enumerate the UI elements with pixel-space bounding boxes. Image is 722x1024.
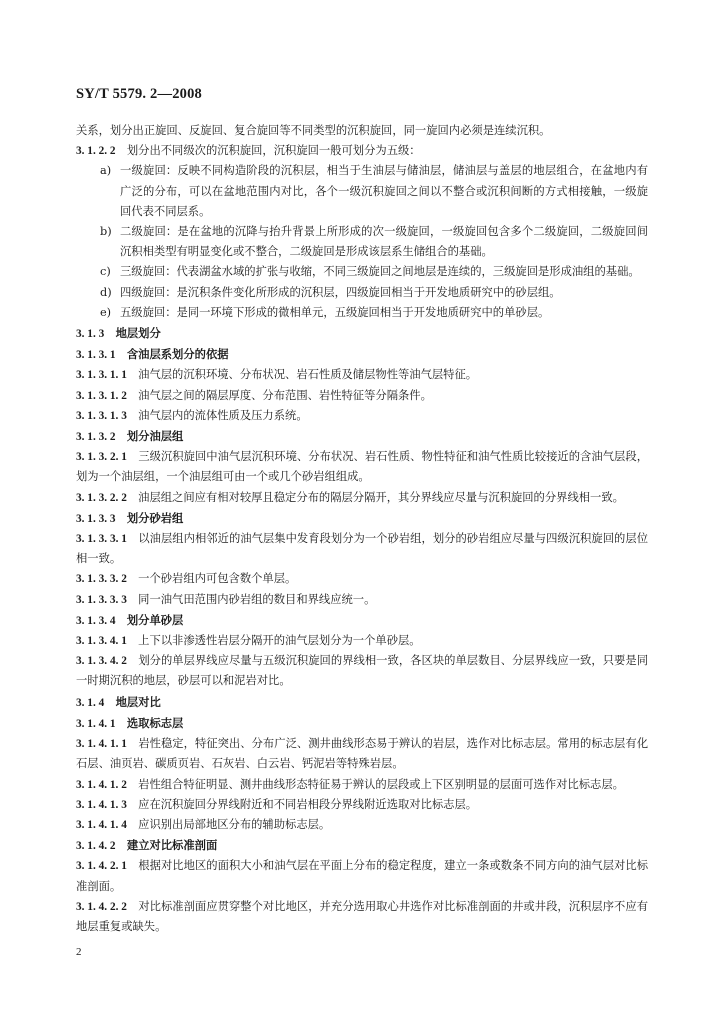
section-heading-3-1-3 [76, 323, 648, 344]
clause-text: 根据对比地区的面积大小和油气层在平面上分布的稳定程度，建立一条或数条不同方向的油气层对比标准剖面。 [76, 859, 648, 893]
list-item-label: d) [100, 285, 112, 299]
list-item-label: b) [100, 225, 112, 239]
clause-3-1-4-1-4 [76, 815, 648, 835]
section-title: 划分单砂层 [126, 612, 184, 627]
section-title: 选取标志层 [126, 715, 184, 730]
list-item [100, 283, 648, 303]
section-title: 建立对比标准剖面 [126, 838, 218, 853]
clause-3-1-3-3-1 [76, 529, 648, 569]
section-heading-3-1-4-1 [76, 713, 648, 734]
clause-number: 3. 1. 3. 1. 1 [76, 369, 127, 382]
section-heading-3-1-3-3 [76, 508, 648, 529]
clause-text: 油层组之间应有相对较厚且稳定分布的隔层分隔开，其分界线应尽量与沉积旋回的分界线相一致。 [138, 490, 624, 504]
clause-number: 3. 1. 4. 2. 2 [76, 900, 127, 913]
clause-text: 油气层内的流体性质及压力系统。 [138, 408, 308, 422]
section-number: 3. 1. 3. 1 [76, 349, 116, 362]
clause-3-1-3-4-2 [76, 651, 648, 691]
clause-number: 3. 1. 4. 1. 3 [76, 798, 127, 811]
clause-text: 一个砂岩组内可包含数个单层。 [138, 572, 297, 586]
clause-3-1-3-3-3 [76, 590, 648, 610]
clause-3-1-4-1-2 [76, 775, 648, 795]
clause-3-1-3-2-2 [76, 488, 648, 508]
clause-number: 3. 1. 3. 3. 3 [76, 593, 127, 606]
section-number: 3. 1. 4 [76, 696, 105, 709]
clause-number: 3. 1. 4. 1. 2 [76, 778, 127, 791]
page-number: 2 [76, 946, 82, 958]
list-item-text: 五级旋回：是同一环境下形成的微相单元，五级旋回相当于开发地质研究中的单砂层。 [120, 305, 550, 319]
list-item-text: 三级旋回：代表湖盆水域的扩张与收缩，不同三级旋回之间地层是连续的，三级旋回是形成油组的基础。 [120, 265, 640, 279]
section-number: 3. 1. 4. 1 [76, 717, 116, 730]
clause-number: 3. 1. 3. 1. 2 [76, 389, 127, 402]
section-title: 地层划分 [115, 326, 161, 341]
section-number: 3. 1. 3. 4 [76, 614, 116, 627]
clause-3-1-4-2-1 [76, 856, 648, 896]
section-title: 划分砂岩组 [126, 510, 184, 525]
clause-number: 3. 1. 3. 3. 1 [76, 533, 127, 546]
clause-number: 3. 1. 2. 2 [76, 145, 116, 158]
list-item [100, 222, 648, 262]
section-title: 含油层系划分的依据 [126, 347, 229, 362]
clause-3-1-3-4-1 [76, 631, 648, 651]
clause-text: 划分的单层界线应尽量与五级沉积旋回的界线相一致，各区块的单层数目、分层界线应一致，只要是同一时期沉积的地层，砂层可以和泥岩对比。 [76, 654, 648, 688]
clause-number: 3. 1. 3. 2. 1 [76, 451, 127, 464]
clause-text: 油气层的沉积环境、分布状况、岩石性质及储层物性等油气层特征。 [138, 368, 478, 382]
section-number: 3. 1. 3 [76, 328, 105, 341]
section-number: 3. 1. 3. 3 [76, 512, 116, 525]
clause-number: 3. 1. 3. 1. 3 [76, 409, 127, 422]
clause-text: 同一油气田范围内砂岩组的数目和界线应统一。 [138, 592, 376, 606]
clause-number: 3. 1. 4. 1. 1 [76, 738, 127, 751]
clause-number: 3. 1. 3. 4. 2 [76, 655, 127, 668]
clause-3-1-2-2 [76, 141, 648, 161]
clause-3-1-4-1-3 [76, 795, 648, 815]
document-body [76, 121, 648, 937]
clause-text: 岩性组合特征明显、测井曲线形态特征易于辨认的层段或上下区别明显的层面可选作对比标志层。 [138, 777, 624, 791]
intro-paragraph: 关系，划分出正旋回、反旋回、复合旋回等不同类型的沉积旋回，同一旋回内必须是连续沉积。 [76, 124, 551, 137]
clause-3-1-3-1-2 [76, 386, 648, 406]
list-item-label: c) [100, 265, 111, 279]
clause-text: 以油层组内相邻近的油气层集中发育段划分为一个砂岩组，划分的砂岩组应尽量与四级沉积旋回的层位相一致。 [76, 532, 648, 566]
clause-3-1-4-1-1 [76, 734, 648, 774]
section-heading-3-1-3-2 [76, 426, 648, 447]
section-title: 地层对比 [115, 694, 161, 709]
clause-text: 应在沉积旋回分界线附近和不同岩相段分界线附近选取对比标志层。 [138, 797, 478, 811]
clause-number: 3. 1. 3. 3. 2 [76, 573, 127, 586]
section-heading-3-1-3-1 [76, 344, 648, 365]
section-heading-3-1-3-4 [76, 610, 648, 631]
section-heading-3-1-4 [76, 692, 648, 713]
clause-3-1-3-1-1 [76, 365, 648, 385]
list-item-text: 一级旋回：反映不同构造阶段的沉积层，相当于生油层与储油层，储油层与盖层的地层组合，在盆地内有广泛的分布，可以在盆地范围内对比，各个一级沉积旋回之间以不整合或沉积间断的方式相接触，一级旋回代表不同层系。 [120, 164, 648, 218]
clause-3-1-3-1-3 [76, 406, 648, 426]
list-item [100, 303, 648, 323]
section-heading-3-1-4-2 [76, 835, 648, 856]
standard-code: SY/T 5579. 2—2008 [76, 86, 202, 102]
clause-number: 3. 1. 4. 2. 1 [76, 860, 127, 873]
list-item [100, 262, 648, 282]
section-number: 3. 1. 4. 2 [76, 840, 116, 853]
list-item-label: a) [100, 164, 112, 178]
list-item-label: e) [100, 305, 112, 319]
clause-text: 上下以非渗透性岩层分隔开的油气层划分为一个单砂层。 [138, 634, 421, 648]
clause-text: 油气层之间的隔层厚度、分布范围、岩性特征等分隔条件。 [138, 388, 432, 402]
clause-3-1-3-3-2 [76, 569, 648, 589]
clause-number: 3. 1. 3. 4. 1 [76, 635, 127, 648]
clause-number: 3. 1. 4. 1. 4 [76, 818, 127, 831]
list-item [100, 161, 648, 222]
section-title: 划分油层组 [126, 429, 184, 444]
list-item-text: 二级旋回：是在盆地的沉降与抬升背景上所形成的次一级旋回，一级旋回包含多个二级旋回，二级旋回间沉积相类型有明显变化或不整合，二级旋回是形成该层系生储组合的基础。 [120, 225, 648, 259]
clause-text: 三级沉积旋回中油气层沉积环境、分布状况、岩石性质、物性特征和油气性质比较接近的含油气层段，划为一个油层组，一个油层组可由一个或几个砂岩组组成。 [76, 450, 648, 484]
clause-text: 应识别出局部地区分布的辅助标志层。 [138, 817, 331, 831]
list-item-text: 四级旋回：是沉积条件变化所形成的沉积层，四级旋回相当于开发地质研究中的砂层组。 [120, 285, 561, 299]
clause-text: 对比标准剖面应贯穿整个对比地区，并充分选用取心井选作对比标准剖面的井或井段，沉积层序不应有地层重复或缺失。 [76, 899, 648, 933]
clause-text: 岩性稳定，特征突出、分布广泛、测井曲线形态易于辨认的岩层，选作对比标志层。常用的标志层有化石层、油页岩、碳质页岩、石灰岩、白云岩、钙泥岩等特殊岩层。 [76, 737, 648, 771]
clause-text: 划分出不同级次的沉积旋回，沉积旋回一般可划分为五级： [126, 144, 421, 158]
section-number: 3. 1. 3. 2 [76, 431, 116, 444]
clause-3-1-3-2-1 [76, 447, 648, 487]
clause-number: 3. 1. 3. 2. 2 [76, 491, 127, 504]
clause-3-1-4-2-2 [76, 897, 648, 937]
